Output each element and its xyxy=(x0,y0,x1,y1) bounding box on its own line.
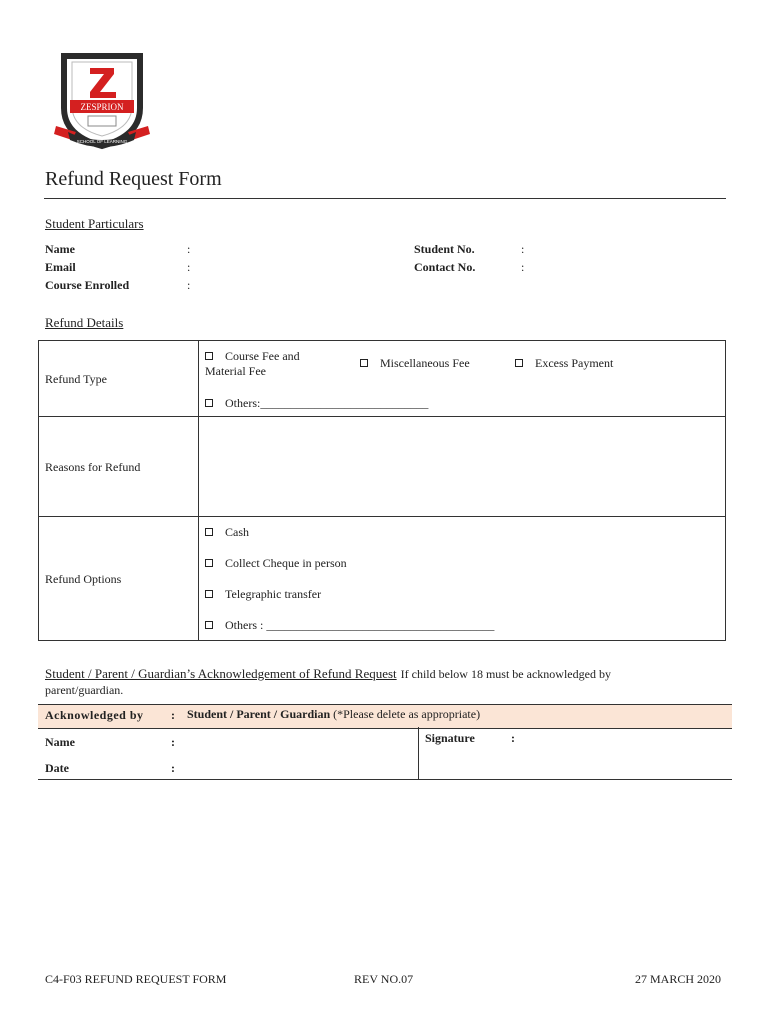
checkbox-icon[interactable] xyxy=(515,359,523,367)
form-title: Refund Request Form xyxy=(45,168,222,190)
refund-options-others-label: Others : ______________________________________ xyxy=(225,618,495,632)
ack-divider xyxy=(418,727,419,780)
checkbox-miscellaneous-fee[interactable] xyxy=(360,356,470,371)
logo-text: ZESPRION xyxy=(80,102,124,112)
signature-label: Signature xyxy=(425,731,475,745)
course-enrolled-label: Course Enrolled xyxy=(45,278,130,292)
student-particulars-heading: Student Particulars xyxy=(45,216,144,231)
acknowledgement-heading: Student / Parent / Guardian’s Acknowledgement of Refund Request xyxy=(45,666,397,681)
checkbox-icon[interactable] xyxy=(205,621,213,629)
email-sep: : xyxy=(187,260,191,274)
student-no-label: Student No. xyxy=(414,242,475,256)
refund-type-others-label: Others:____________________________ xyxy=(225,396,429,410)
school-logo xyxy=(50,48,154,150)
acknowledged-by-value-block xyxy=(187,707,480,722)
checkbox-collect-cheque[interactable] xyxy=(205,556,347,571)
miscellaneous-fee-label: Miscellaneous Fee xyxy=(380,356,470,370)
acknowledged-by-label: Acknowledged by xyxy=(45,708,144,722)
ack-name-sep: : xyxy=(171,735,175,749)
reasons-input-area[interactable] xyxy=(200,418,724,515)
refund-type-label: Refund Type xyxy=(45,372,107,386)
student-no-sep: : xyxy=(521,242,525,256)
footer-date: 27 MARCH 2020 xyxy=(635,972,722,986)
course-enrolled-sep: : xyxy=(187,278,191,292)
telegraphic-transfer-label: Telegraphic transfer xyxy=(225,587,322,601)
name-label: Name xyxy=(45,242,75,256)
checkbox-icon[interactable] xyxy=(360,359,368,367)
checkbox-icon[interactable] xyxy=(205,559,213,567)
footer-revision: REV NO.07 xyxy=(354,972,414,986)
reasons-label: Reasons for Refund xyxy=(45,460,141,474)
refund-details-heading: Refund Details xyxy=(45,315,124,330)
checkbox-course-fee[interactable] xyxy=(205,349,300,379)
ack-bottom-line xyxy=(38,779,732,780)
ack-name-label: Name xyxy=(45,735,75,749)
footer-form-code: C4-F03 REFUND REQUEST FORM xyxy=(45,972,227,986)
logo-subtext: SCHOOL OF LEARNING xyxy=(76,139,128,144)
ack-date-label: Date xyxy=(45,761,69,775)
email-label: Email xyxy=(45,260,76,274)
checkbox-telegraphic-transfer[interactable] xyxy=(205,587,321,602)
refund-options-label: Refund Options xyxy=(45,572,122,586)
acknowledgement-note: If child below 18 must be acknowledged by xyxy=(400,667,611,681)
acknowledged-by-note: (*Please delete as appropriate) xyxy=(333,707,481,721)
signature-sep: : xyxy=(511,731,515,745)
acknowledgement-note-line2: parent/guardian. xyxy=(45,683,124,697)
checkbox-refund-options-others[interactable] xyxy=(205,618,494,633)
contact-no-label: Contact No. xyxy=(414,260,476,274)
ack-date-sep: : xyxy=(171,761,175,775)
course-fee-label: Course Fee and xyxy=(225,349,300,363)
contact-no-sep: : xyxy=(521,260,525,274)
acknowledgement-heading-block xyxy=(45,666,685,698)
checkbox-cash[interactable] xyxy=(205,525,249,540)
checkbox-refund-type-others[interactable] xyxy=(205,396,428,411)
excess-payment-label: Excess Payment xyxy=(535,356,614,370)
checkbox-icon[interactable] xyxy=(205,352,213,360)
cash-label: Cash xyxy=(225,525,249,539)
acknowledged-by-sep: : xyxy=(171,708,175,722)
checkbox-icon[interactable] xyxy=(205,590,213,598)
name-sep: : xyxy=(187,242,191,256)
material-fee-label: Material Fee xyxy=(205,364,266,378)
title-divider xyxy=(44,198,726,199)
checkbox-icon[interactable] xyxy=(205,528,213,536)
checkbox-icon[interactable] xyxy=(205,399,213,407)
collect-cheque-label: Collect Cheque in person xyxy=(225,556,347,570)
checkbox-excess-payment[interactable] xyxy=(515,356,613,371)
acknowledged-by-value: Student / Parent / Guardian xyxy=(187,707,331,721)
